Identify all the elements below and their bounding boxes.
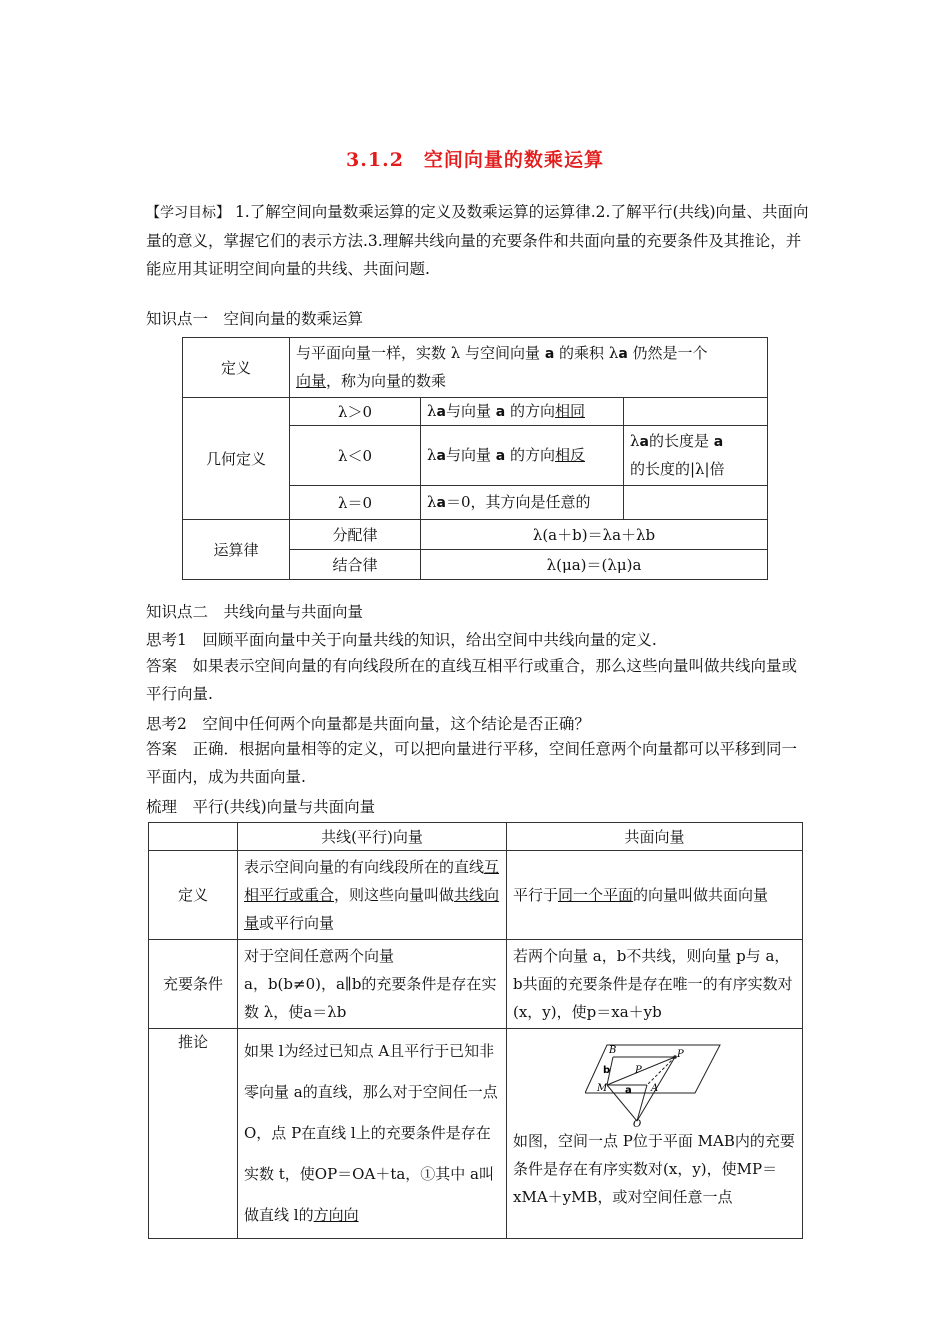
lambda-zero: λ＝0: [290, 486, 421, 520]
law-label: 运算律: [183, 520, 290, 580]
positive-direction: λa与向量 a 的方向相同: [421, 398, 624, 426]
col-collinear: 共线(平行)向量: [238, 823, 507, 851]
def-label: 定义: [183, 338, 290, 398]
answer1: 答案 如果表示空间向量的有向线段所在的直线互相平行或重合，那么这些向量叫做共线向量或平行向量.: [146, 657, 798, 703]
kp1-heading: 知识点一 空间向量的数乘运算: [146, 310, 364, 328]
coplanar-corollary-text: 如图，空间一点 P位于平面 MAB内的充要条件是存在有序实数对(x，y)，使MP＝xMA＋yMB，或对空间任意一点: [513, 1132, 795, 1206]
fig-label-a-vec: a: [624, 1085, 632, 1096]
lambda-negative: λ＜0: [290, 426, 421, 486]
collinear-condition: 对于空间任意两个向量 a，b(b≠0)，a∥b的充要条件是存在实数 λ，使a＝λb: [238, 940, 507, 1029]
row-corollary: 推论: [149, 1029, 238, 1239]
fig-label-b-vec: b: [602, 1065, 610, 1076]
geo-label: 几何定义: [183, 398, 290, 520]
fig-label-m: M: [596, 1083, 607, 1094]
collinear-coplanar-table: [148, 822, 803, 1239]
collinear-corollary: 如果 l为经过已知点 A且平行于已知非零向量 a的直线，那么对于空间任一点 O，点 P在直线 l上的充要条件是存在实数 t，使OP＝OA＋ta，①其中 a叫做直线 l的方向向: [238, 1029, 507, 1239]
collinear-definition: 表示空间向量的有向线段所在的直线互相平行或重合，则这些向量叫做共线向量或平行向量: [238, 851, 507, 940]
scalar-multiplication-table: [182, 337, 768, 580]
row-condition: 充要条件: [149, 940, 238, 1029]
length-text: λa的长度是 a 的长度的|λ|倍: [624, 426, 768, 486]
learning-objectives: [146, 198, 810, 283]
objectives-text: 1.了解空间向量数乘运算的定义及数乘运算的运算律.2.了解平行(共线)向量、共面向量的意义，掌握它们的表示方法.3.理解共线向量的充要条件和共面向量的充要条件及其推论，并能应用其证明空间向量的共线、共面问题.: [146, 203, 809, 278]
coplanar-definition: 平行于同一个平面的向量叫做共面向量: [507, 851, 803, 940]
law-distributive: 分配律: [290, 520, 421, 550]
law-distributive-expr: λ(a＋b)＝λa＋λb: [421, 520, 768, 550]
def-text: 与平面向量一样，实数 λ 与空间向量 a 的乘积 λa 仍然是一个 向量，称为向量的数乘: [290, 338, 768, 398]
fig-label-o: O: [632, 1119, 641, 1127]
fig-label-p: P: [676, 1049, 684, 1060]
kp2-heading: 知识点二 共线向量与共面向量: [146, 603, 364, 621]
answer2: 答案 正确．根据向量相等的定义，可以把向量进行平移，空间任意两个向量都可以平移到同一平面内，成为共面向量.: [146, 740, 798, 786]
think1: 思考1 回顾平面向量中关于向量共线的知识，给出空间中共线向量的定义.: [146, 631, 657, 649]
fig-label-p-inner: P: [634, 1065, 642, 1076]
summary-line: 梳理 平行(共线)向量与共面向量: [146, 798, 376, 816]
coplanar-corollary: [507, 1029, 803, 1239]
law-associative: 结合律: [290, 550, 421, 580]
row-definition: 定义: [149, 851, 238, 940]
fig-label-b: B: [608, 1045, 616, 1056]
col-coplanar: 共面向量: [507, 823, 803, 851]
zero-text: λa＝0，其方向是任意的: [421, 486, 624, 520]
lambda-positive: λ＞0: [290, 398, 421, 426]
objectives-label: 【学习目标】: [146, 205, 230, 221]
law-associative-expr: λ(μa)＝(λμ)a: [421, 550, 768, 580]
coplanar-condition: 若两个向量 a，b不共线，则向量 p与 a，b共面的充要条件是存在唯一的有序实数对(x，y)，使p＝xa＋yb: [507, 940, 803, 1029]
fig-label-a: A: [650, 1083, 658, 1094]
coplanar-figure: [585, 1035, 725, 1127]
negative-direction: λa与向量 a 的方向相反: [421, 426, 624, 486]
think2: 思考2 空间中任何两个向量都是共面向量，这个结论是否正确？: [146, 715, 590, 733]
page-title: 3.1.2 空间向量的数乘运算: [346, 149, 604, 171]
